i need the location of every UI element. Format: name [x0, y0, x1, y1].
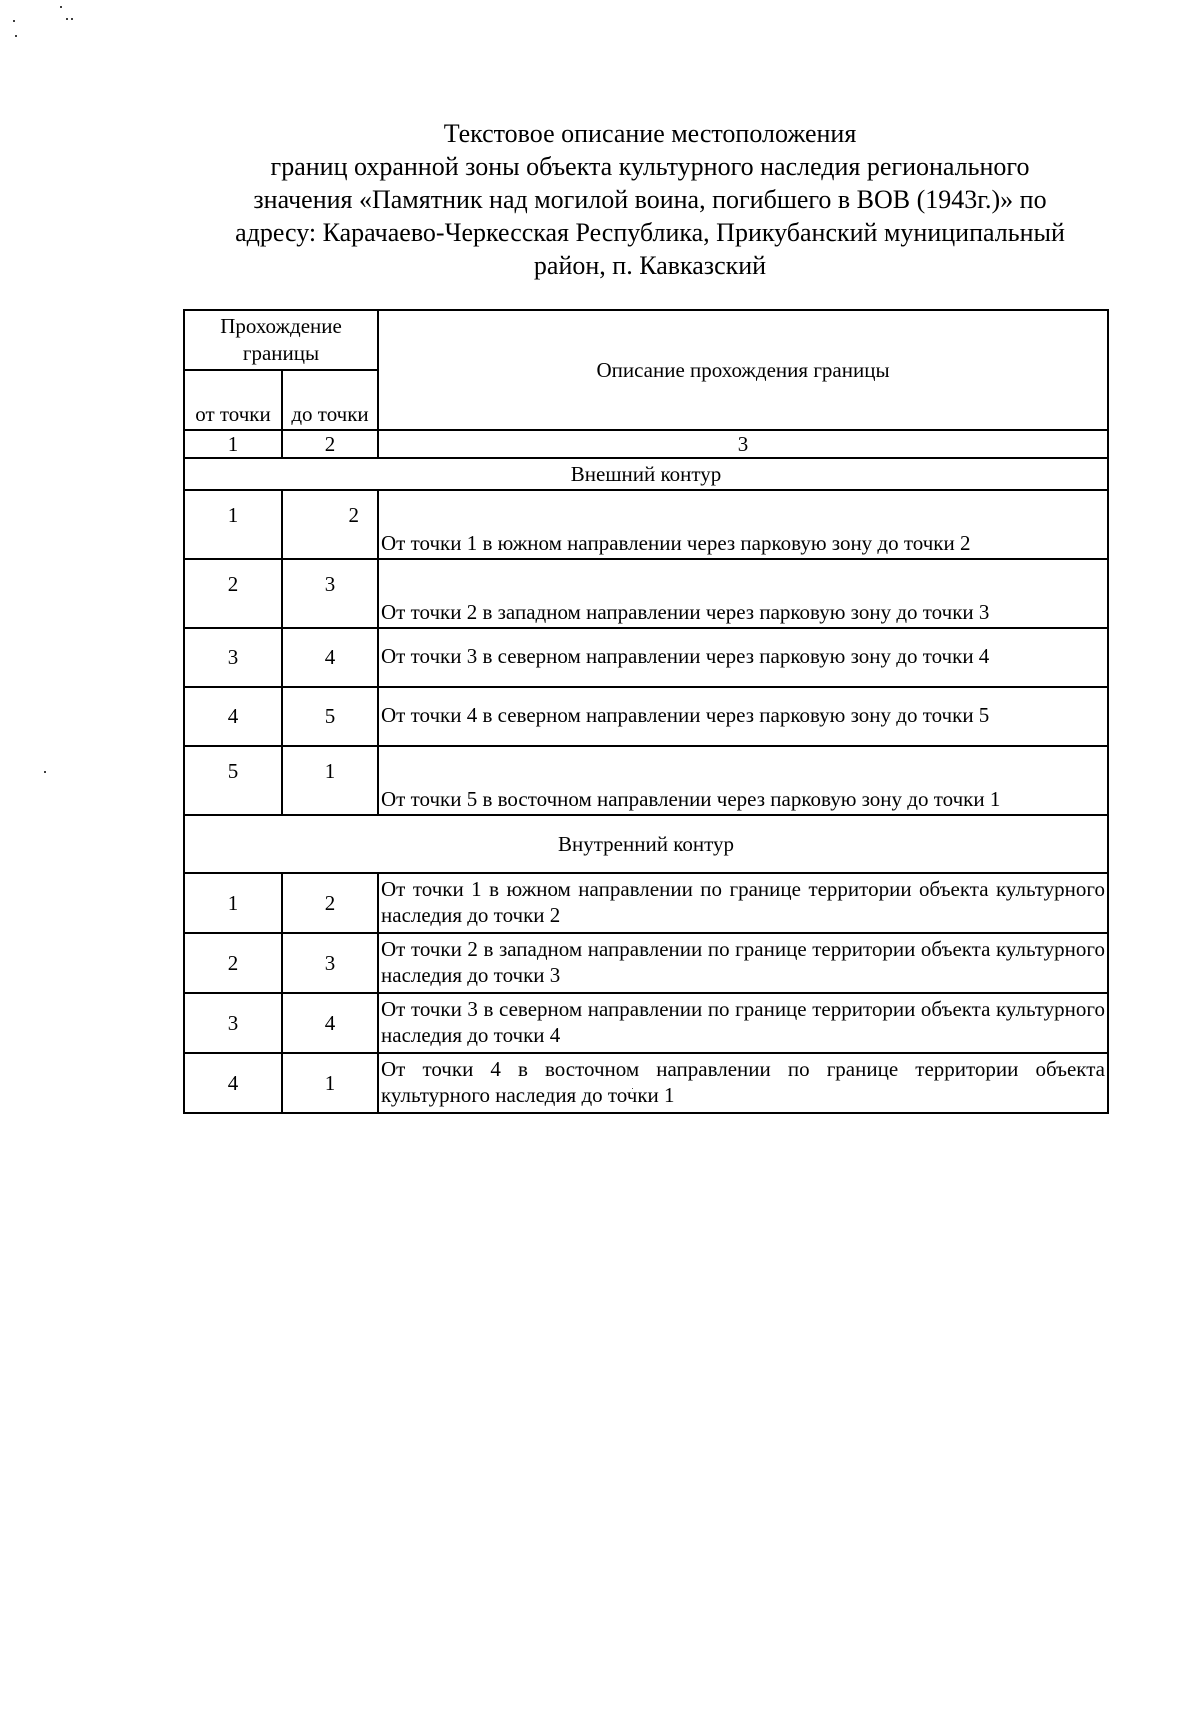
- boundary-description: От точки 3 в северном направлении через парковую зону до точки 4: [378, 628, 1108, 687]
- title-line: границ охранной зоны объекта культурного наследия регионального: [270, 152, 1030, 181]
- document-title: [175, 117, 1125, 282]
- from-point: 1: [184, 490, 282, 559]
- scan-speck: [71, 18, 73, 20]
- boundary-description: От точки 4 в северном направлении через парковую зону до точки 5: [378, 687, 1108, 746]
- table-header-row: [184, 310, 1108, 370]
- from-point: 4: [184, 687, 282, 746]
- boundary-description: От точки 4 в восточном направлении по границе территории объекта культурного наследия до точки 1: [378, 1053, 1108, 1113]
- table-row: [184, 933, 1108, 993]
- title-line: адресу: Карачаево-Черкесская Республика, Прикубанский муниципальный: [235, 218, 1065, 247]
- section-header-inner: [184, 815, 1108, 873]
- table-row: [184, 746, 1108, 815]
- boundary-description: От точки 1 в южном направлении по границе территории объекта культурного наследия до точки 2: [378, 873, 1108, 933]
- column-number: 3: [378, 430, 1108, 458]
- title-line: район, п. Кавказский: [533, 251, 767, 280]
- scan-speck: [44, 771, 46, 773]
- to-point: 2: [282, 873, 378, 933]
- from-point: 2: [184, 933, 282, 993]
- table-row: [184, 1053, 1108, 1113]
- to-point: 4: [282, 993, 378, 1053]
- scan-speck: [15, 35, 17, 37]
- from-point: 1: [184, 873, 282, 933]
- boundary-description: От точки 2 в западном направлении через парковую зону до точки 3: [378, 559, 1108, 628]
- boundary-description: От точки 5 в восточном направлении через парковую зону до точки 1: [378, 746, 1108, 815]
- table-row: [184, 628, 1108, 687]
- to-point: 2: [282, 490, 378, 559]
- to-point: 3: [282, 933, 378, 993]
- boundary-description: От точки 1 в южном направлении через парковую зону до точки 2: [378, 490, 1108, 559]
- from-point: 2: [184, 559, 282, 628]
- scan-speck: [66, 18, 68, 20]
- from-point: 3: [184, 628, 282, 687]
- column-number: 1: [184, 430, 282, 458]
- boundary-description: От точки 2 в западном направлении по границе территории объекта культурного наследия до точки 3: [378, 933, 1108, 993]
- to-point: 4: [282, 628, 378, 687]
- from-point: 5: [184, 746, 282, 815]
- from-point: 3: [184, 993, 282, 1053]
- header-description: Описание прохождения границы: [378, 310, 1108, 430]
- to-point: 3: [282, 559, 378, 628]
- section-label: Внутренний контур: [184, 815, 1108, 873]
- header-from-point: от точки: [184, 370, 282, 430]
- to-point: 5: [282, 687, 378, 746]
- header-boundary-passage: Прохождение границы: [184, 310, 378, 370]
- boundary-table: [183, 309, 1109, 1114]
- title-line: значения «Памятник над могилой воина, погибшего в ВОВ (1943г.)» по: [253, 185, 1047, 214]
- column-number: 2: [282, 430, 378, 458]
- table-row: [184, 873, 1108, 933]
- column-numbers-row: [184, 430, 1108, 458]
- boundary-description: От точки 3 в северном направлении по границе территории объекта культурного наследия до точки 4: [378, 993, 1108, 1053]
- table-row: [184, 687, 1108, 746]
- table-row: [184, 559, 1108, 628]
- section-header-outer: [184, 458, 1108, 490]
- to-point: 1: [282, 1053, 378, 1113]
- from-point: 4: [184, 1053, 282, 1113]
- header-to-point: до точки: [282, 370, 378, 430]
- title-line: Текстовое описание местоположения: [443, 119, 857, 148]
- scan-speck: [13, 20, 15, 22]
- scan-speck: [60, 6, 62, 8]
- to-point: 1: [282, 746, 378, 815]
- table-row: [184, 490, 1108, 559]
- section-label: Внешний контур: [184, 458, 1108, 490]
- table-row: [184, 993, 1108, 1053]
